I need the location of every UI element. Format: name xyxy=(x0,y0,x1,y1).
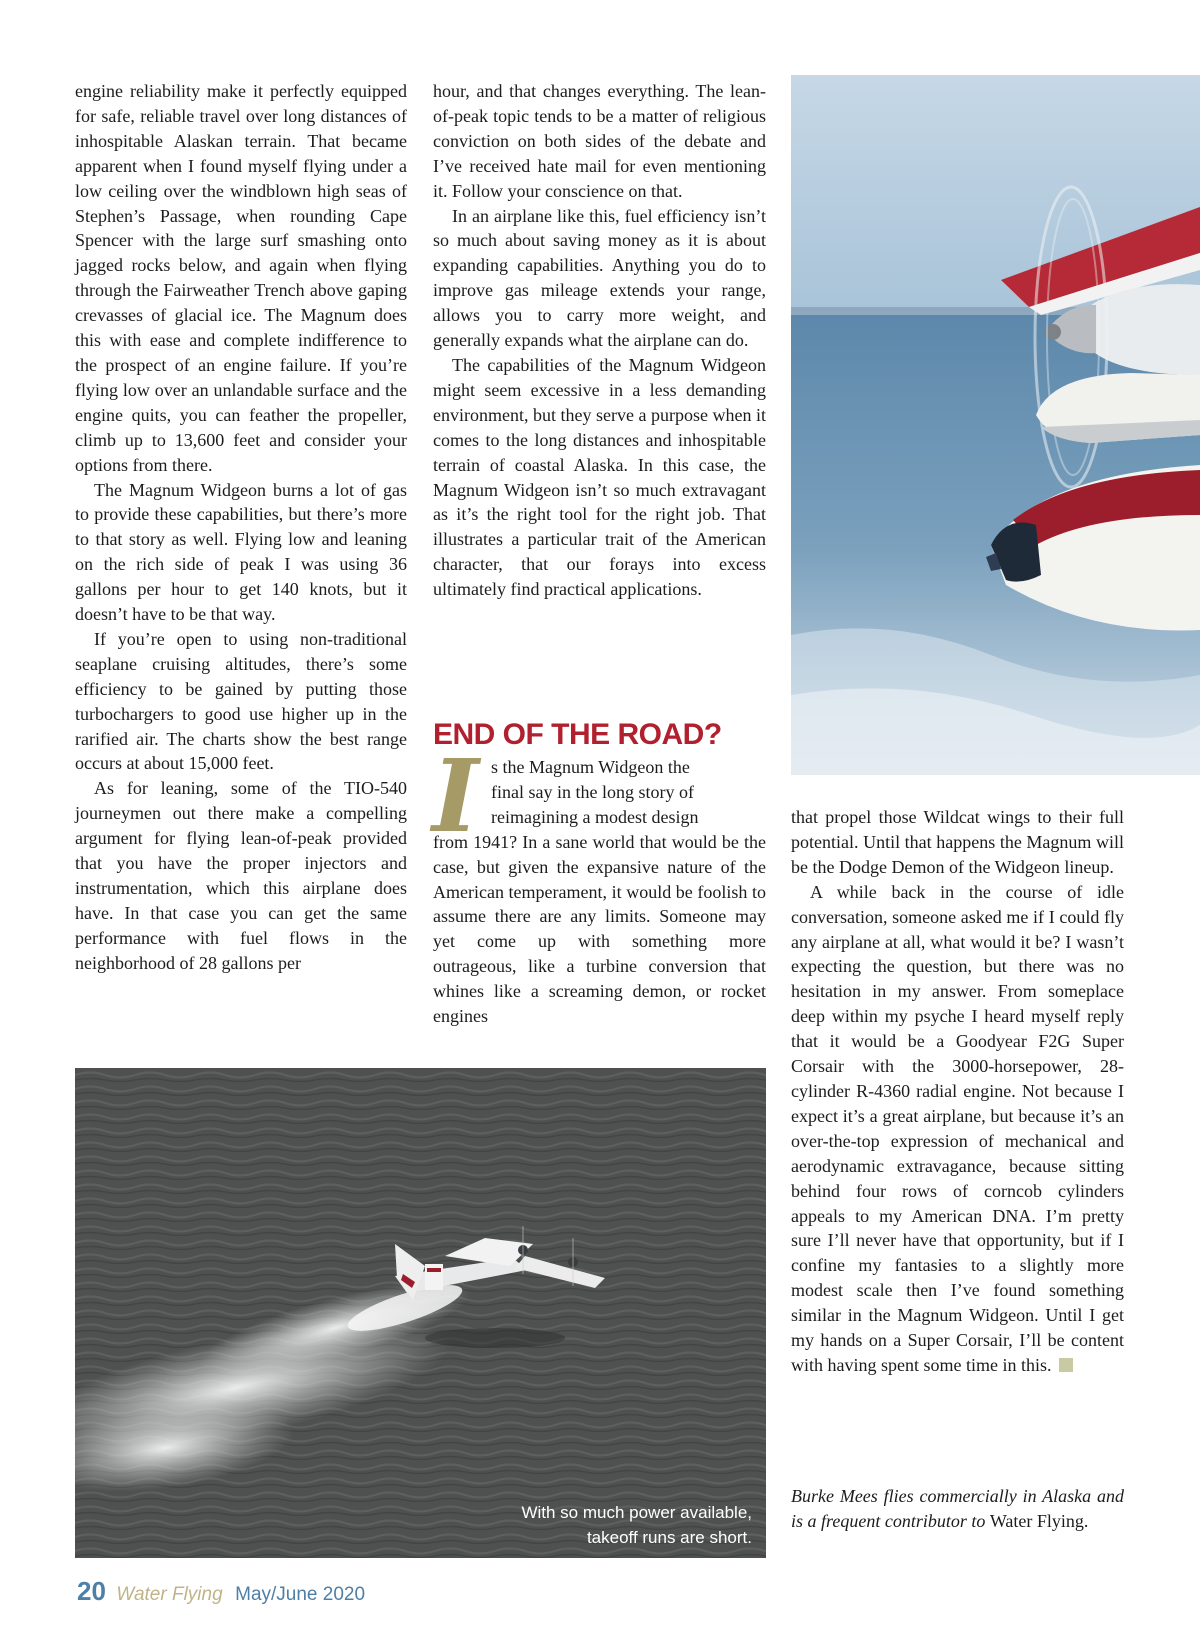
page-number: 20 xyxy=(77,1576,106,1606)
article-column-3 xyxy=(791,805,1124,1378)
caption-line: With so much power available, xyxy=(521,1503,752,1522)
drop-cap-line: s the Magnum Widgeon the xyxy=(491,757,690,777)
bio-magazine-name: Water Flying. xyxy=(989,1510,1089,1531)
paragraph: The Magnum Widgeon burns a lot of gas to provide these capabilities, but there’s more to that story as well. Flying low and leaning on the rich side of peak I was using 36 gallons per hour to get 140 knots, but it doesn’t have to be that way. xyxy=(75,479,407,625)
paragraph: engine reliability make it perfectly equipped for safe, reliable travel over long distances of inhospitable Alaskan terrain. That became apparent when I found myself flying under a low ceiling over the windblown high seas of Stephen’s Passage, when rounding Cape Spencer with the large surf smashing onto jagged rocks below, and again when flying through the Fairweather Trench above gaping crevasses of glacial ice. The Magnum does this with ease and complete indifference to the prospect of an engine failure. If you’re flying low over an unlandable surface and the engine quits, you can feather the propeller, climb up to 13,600 feet and consider your options from there. xyxy=(75,81,407,475)
article-column-1 xyxy=(75,79,407,976)
photo-illustration xyxy=(791,75,1200,775)
paragraph: hour, and that changes everything. The lean-of-peak topic tends to be a matter of religious conviction on both sides of the debate and I’ve received hate mail for even mentioning it. Follow your conscience on that. xyxy=(433,81,766,201)
paragraph: The capabilities of the Magnum Widgeon might seem excessive in a less demanding environment, but they serve a purpose when it comes to the long distances and inhospitable terrain of coastal Alaska. In this case, the Magnum Widgeon isn’t so much extravagant as it’s the right tool for the right job. That illustrates a particular trait of the American character, that our forays into excess ultimately find practical applications. xyxy=(433,354,766,600)
drop-cap: I xyxy=(432,737,479,855)
paragraph: from 1941? In a sane world that would be the case, but given the expansive nature of the American temperament, it would be foolish to assume there are any limits. Someone may yet come up with something more outrageous, like a turbine conversion that whines like a screaming demon, or rocket engines xyxy=(433,831,766,1027)
end-of-article-mark-icon xyxy=(1059,1358,1073,1372)
paragraph-text: A while back in the course of idle conversation, someone asked me if I could fly any airplane at all, what would it be? I wasn’t expecting the question, but there was no hesitation in my answer. From someplace deep within my psyche I heard myself reply that it would be a Goodyear F2G Super Corsair with the 3000-horsepower, 28-cylinder R-4360 radial engine. Not because I expect it’s a great airplane, but because it’s an over-the-top expression of mechanical and aerodynamic extravagance, because sitting behind four rows of corncob cylinders appeals to my American DNA. I’m pretty sure I’ll never have that opportunity, but if I confine my fantasies to a slightly more modest scale then I’ve found something similar in the Magnum Widgeon. Until I get my hands on a Super Corsair, I’ll be content with having spent some time in this. xyxy=(791,881,1124,1375)
photo-widgeon-takeoff xyxy=(75,1068,766,1558)
issue-date: May/June 2020 xyxy=(235,1584,366,1605)
photo-illustration xyxy=(75,1068,766,1558)
bio-text: Burke Mees flies commercially in Alaska and is a frequent contributor to xyxy=(791,1486,1124,1531)
paragraph xyxy=(791,880,1124,1378)
page-footer xyxy=(77,1576,365,1610)
photo-caption xyxy=(521,1500,752,1550)
drop-cap-line: final say in the long story of xyxy=(491,781,694,802)
paragraph: In an airplane like this, fuel efficiency isn’t so much about saving money as it is about expanding capabilities. Anything you do to improve gas mileage extends your range, allows you to carry more weight, and generally expands what the airplane can do. xyxy=(433,205,766,351)
author-bio xyxy=(791,1484,1124,1534)
paragraph: that propel those Wildcat wings to their full potential. Until that happens the Magnum will be the Dodge Demon of the Widgeon lineup. xyxy=(791,807,1124,877)
caption-line: takeoff runs are short. xyxy=(586,1528,752,1547)
paragraph: If you’re open to using non-traditional seaplane cruising altitudes, there’s some efficiency to be gained by putting those turbochargers to good use higher up in the rarified air. The charts show the best range occurs at about 15,000 feet. xyxy=(75,628,407,774)
paragraph: As for leaning, some of the TIO-540 journeymen out there make a compelling argument for flying lean-of-peak provided that you have the proper injectors and instrumentation, which this airplane does have. In that case you can get the same performance with fuel flows in the neighborhood of 28 gallons per xyxy=(75,778,407,973)
magazine-name: Water Flying xyxy=(116,1584,223,1605)
section-heading: END OF THE ROAD? xyxy=(433,718,722,751)
photo-seaplane-wing-closeup xyxy=(791,75,1200,775)
section-body xyxy=(433,755,766,1029)
article-column-2 xyxy=(433,79,766,602)
drop-cap-line: reimagining a modest design xyxy=(491,806,699,827)
